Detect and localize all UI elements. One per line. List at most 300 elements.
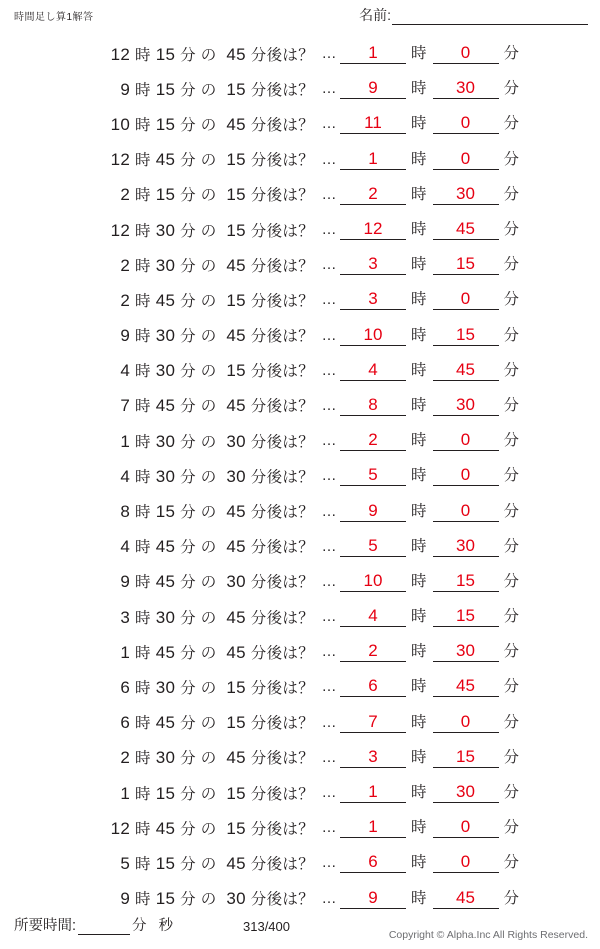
problem-row bbox=[0, 845, 600, 880]
problem-question bbox=[0, 817, 318, 839]
answer-minute-unit: 分 bbox=[503, 432, 520, 450]
question-after-text: 分後は？ bbox=[250, 820, 314, 838]
question-minute: 45 bbox=[155, 396, 176, 416]
ellipsis-separator: … bbox=[321, 467, 337, 485]
question-after-text: 分後は？ bbox=[250, 292, 314, 310]
answer-minute-unit: 分 bbox=[503, 326, 520, 344]
answer-hour-field[interactable]: 11 bbox=[340, 113, 406, 134]
answer-minute-field[interactable]: 30 bbox=[433, 641, 499, 662]
question-minute-unit: 分 bbox=[180, 116, 196, 134]
question-minute: 15 bbox=[155, 783, 176, 803]
answer-group bbox=[340, 782, 525, 803]
answer-hour-unit: 時 bbox=[411, 713, 427, 731]
answer-minute-unit: 分 bbox=[503, 608, 520, 626]
answer-hour-unit: 時 bbox=[411, 396, 427, 414]
answer-minute-unit: 分 bbox=[503, 115, 520, 133]
problem-row bbox=[0, 423, 600, 458]
answer-minute-unit: 分 bbox=[503, 185, 520, 203]
answer-hour-field[interactable]: 3 bbox=[340, 289, 406, 310]
problem-row bbox=[0, 212, 600, 247]
answer-hour-field[interactable]: 5 bbox=[340, 465, 406, 486]
question-hour: 2 bbox=[120, 255, 131, 275]
answer-hour-field[interactable]: 9 bbox=[340, 78, 406, 99]
question-particle: の bbox=[200, 433, 217, 451]
question-minute-unit: 分 bbox=[180, 715, 196, 733]
question-minute: 45 bbox=[155, 290, 176, 310]
question-particle: の bbox=[200, 187, 217, 205]
ellipsis-separator: … bbox=[321, 502, 337, 520]
answer-minute-field[interactable]: 30 bbox=[433, 782, 499, 803]
ellipsis-separator: … bbox=[321, 784, 337, 802]
answer-hour-unit: 時 bbox=[411, 784, 427, 802]
question-hour-unit: 時 bbox=[134, 679, 151, 697]
answer-hour-field[interactable]: 12 bbox=[340, 219, 406, 240]
answer-hour-field[interactable]: 1 bbox=[340, 43, 406, 64]
question-minute-unit: 分 bbox=[180, 891, 196, 909]
answer-minute-field[interactable]: 15 bbox=[433, 571, 499, 592]
answer-group bbox=[340, 536, 525, 557]
question-add-minutes: 15 bbox=[226, 677, 246, 697]
answer-minute-field[interactable]: 45 bbox=[433, 219, 499, 240]
question-after-text: 分後は？ bbox=[250, 398, 314, 416]
question-hour: 9 bbox=[120, 572, 131, 592]
answer-minute-unit: 分 bbox=[503, 572, 520, 590]
question-particle: の bbox=[200, 679, 217, 697]
problem-question bbox=[0, 359, 318, 381]
problem-row bbox=[0, 353, 600, 388]
answer-hour-unit: 時 bbox=[411, 889, 427, 907]
ellipsis-separator: … bbox=[321, 221, 337, 239]
problem-list bbox=[0, 36, 600, 916]
problem-row bbox=[0, 142, 600, 177]
question-minute-unit: 分 bbox=[180, 81, 196, 99]
problem-question bbox=[0, 430, 318, 452]
question-add-minutes: 15 bbox=[226, 290, 246, 310]
question-particle: の bbox=[200, 398, 217, 416]
problem-row bbox=[0, 247, 600, 282]
question-minute: 15 bbox=[155, 185, 176, 205]
problem-question bbox=[0, 782, 318, 804]
question-minute-unit: 分 bbox=[180, 468, 196, 486]
problem-row bbox=[0, 705, 600, 740]
answer-minute-field[interactable]: 0 bbox=[433, 430, 499, 451]
question-hour: 4 bbox=[120, 361, 131, 381]
answer-group bbox=[340, 184, 525, 205]
question-hour: 7 bbox=[120, 396, 131, 416]
problem-row bbox=[0, 318, 600, 353]
answer-hour-unit: 時 bbox=[411, 80, 427, 98]
ellipsis-separator: … bbox=[321, 150, 337, 168]
answer-minute-field[interactable]: 0 bbox=[433, 501, 499, 522]
problem-question bbox=[0, 113, 318, 135]
problem-question bbox=[0, 78, 318, 100]
question-hour: 4 bbox=[120, 466, 131, 486]
answer-hour-unit: 時 bbox=[411, 854, 427, 872]
ellipsis-separator: … bbox=[321, 537, 337, 555]
answer-hour-field[interactable]: 5 bbox=[340, 536, 406, 557]
question-particle: の bbox=[200, 785, 217, 803]
question-add-minutes: 15 bbox=[226, 220, 246, 240]
question-after-text: 分後は？ bbox=[250, 328, 314, 346]
problem-row bbox=[0, 177, 600, 212]
answer-hour-field[interactable]: 7 bbox=[340, 712, 406, 733]
problem-row bbox=[0, 71, 600, 106]
question-minute: 45 bbox=[155, 537, 176, 557]
ellipsis-separator: … bbox=[321, 643, 337, 661]
ellipsis-separator: … bbox=[321, 80, 337, 98]
question-after-text: 分後は？ bbox=[250, 785, 314, 803]
question-particle: の bbox=[200, 222, 217, 240]
ellipsis-separator: … bbox=[321, 572, 337, 590]
answer-hour-unit: 時 bbox=[411, 221, 427, 239]
answer-hour-unit: 時 bbox=[411, 150, 427, 168]
time-minutes-unit: 分 bbox=[132, 918, 147, 934]
question-minute-unit: 分 bbox=[180, 152, 196, 170]
question-particle: の bbox=[200, 504, 217, 522]
question-add-minutes: 15 bbox=[226, 79, 246, 99]
time-seconds-unit: 秒 bbox=[158, 918, 174, 934]
answer-group bbox=[340, 465, 525, 486]
question-particle: の bbox=[200, 820, 217, 838]
question-minute: 15 bbox=[155, 889, 176, 909]
time-minutes-line[interactable] bbox=[78, 918, 130, 935]
question-minute: 15 bbox=[155, 114, 176, 134]
answer-minute-unit: 分 bbox=[503, 361, 520, 379]
problem-question bbox=[0, 289, 318, 311]
answer-group bbox=[340, 712, 525, 733]
answer-minute-field[interactable]: 0 bbox=[433, 113, 499, 134]
answer-minute-field[interactable]: 0 bbox=[433, 852, 499, 873]
answer-group bbox=[340, 149, 525, 170]
problem-question bbox=[0, 324, 318, 346]
question-particle: の bbox=[200, 539, 217, 557]
answer-minute-field[interactable]: 0 bbox=[433, 149, 499, 170]
answer-group bbox=[340, 78, 525, 99]
answer-minute-field[interactable]: 0 bbox=[433, 712, 499, 733]
question-minute: 30 bbox=[155, 326, 176, 346]
question-minute: 15 bbox=[155, 502, 176, 522]
question-particle: の bbox=[200, 292, 217, 310]
question-minute-unit: 分 bbox=[180, 679, 196, 697]
name-input-line[interactable] bbox=[392, 7, 588, 25]
question-hour-unit: 時 bbox=[134, 855, 151, 873]
question-add-minutes: 45 bbox=[226, 607, 246, 627]
answer-minute-field[interactable]: 0 bbox=[433, 289, 499, 310]
question-add-minutes: 15 bbox=[226, 818, 246, 838]
question-hour-unit: 時 bbox=[134, 328, 151, 346]
answer-minute-field[interactable]: 45 bbox=[433, 360, 499, 381]
question-add-minutes: 45 bbox=[226, 255, 246, 275]
answer-hour-unit: 時 bbox=[411, 432, 427, 450]
question-add-minutes: 45 bbox=[226, 326, 246, 346]
answer-hour-field[interactable]: 3 bbox=[340, 747, 406, 768]
question-minute-unit: 分 bbox=[180, 328, 196, 346]
question-hour: 1 bbox=[120, 642, 131, 662]
answer-minute-field[interactable]: 30 bbox=[433, 536, 499, 557]
question-hour: 6 bbox=[120, 677, 131, 697]
question-after-text: 分後は？ bbox=[250, 679, 314, 697]
answer-minute-unit: 分 bbox=[503, 643, 520, 661]
answer-hour-field[interactable]: 6 bbox=[340, 852, 406, 873]
answer-hour-field[interactable]: 2 bbox=[340, 641, 406, 662]
answer-minute-unit: 分 bbox=[503, 678, 520, 696]
problem-question bbox=[0, 148, 318, 170]
problem-question bbox=[0, 219, 318, 241]
problem-row bbox=[0, 388, 600, 423]
answer-hour-field[interactable]: 10 bbox=[340, 571, 406, 592]
question-minute-unit: 分 bbox=[180, 257, 196, 275]
question-particle: の bbox=[200, 257, 217, 275]
answer-hour-field[interactable]: 6 bbox=[340, 676, 406, 697]
ellipsis-separator: … bbox=[321, 748, 337, 766]
page-title: 時間足し算1解答 bbox=[14, 12, 94, 23]
answer-minute-unit: 分 bbox=[503, 502, 520, 520]
question-after-text: 分後は？ bbox=[250, 222, 314, 240]
question-minute: 30 bbox=[155, 677, 176, 697]
question-hour-unit: 時 bbox=[134, 398, 151, 416]
question-hour: 2 bbox=[120, 290, 131, 310]
answer-group bbox=[340, 747, 525, 768]
question-hour-unit: 時 bbox=[134, 187, 151, 205]
question-minute-unit: 分 bbox=[180, 433, 196, 451]
question-after-text: 分後は？ bbox=[250, 363, 314, 381]
problem-row bbox=[0, 458, 600, 493]
question-hour-unit: 時 bbox=[134, 820, 151, 838]
question-hour: 12 bbox=[110, 150, 131, 170]
answer-minute-field[interactable]: 15 bbox=[433, 325, 499, 346]
answer-minute-unit: 分 bbox=[503, 256, 520, 274]
answer-minute-field[interactable]: 45 bbox=[433, 676, 499, 697]
question-particle: の bbox=[200, 715, 217, 733]
question-minute: 15 bbox=[155, 44, 176, 64]
question-minute: 45 bbox=[155, 642, 176, 662]
question-hour: 5 bbox=[120, 853, 131, 873]
ellipsis-separator: … bbox=[321, 396, 337, 414]
ellipsis-separator: … bbox=[321, 291, 337, 309]
problem-question bbox=[0, 852, 318, 874]
question-minute-unit: 分 bbox=[180, 504, 196, 522]
question-minute: 30 bbox=[155, 607, 176, 627]
answer-minute-field[interactable]: 15 bbox=[433, 747, 499, 768]
question-hour-unit: 時 bbox=[134, 609, 151, 627]
question-minute: 30 bbox=[155, 466, 176, 486]
question-minute: 30 bbox=[155, 431, 176, 451]
question-hour-unit: 時 bbox=[134, 46, 151, 64]
question-hour: 1 bbox=[120, 431, 131, 451]
question-minute-unit: 分 bbox=[180, 785, 196, 803]
answer-hour-field[interactable]: 4 bbox=[340, 360, 406, 381]
question-hour: 12 bbox=[110, 220, 131, 240]
question-hour-unit: 時 bbox=[134, 785, 151, 803]
name-area bbox=[359, 5, 588, 25]
question-minute: 15 bbox=[155, 853, 176, 873]
page-number: 313/400 bbox=[243, 919, 290, 934]
question-minute: 15 bbox=[155, 79, 176, 99]
question-minute-unit: 分 bbox=[180, 750, 196, 768]
answer-minute-field[interactable]: 45 bbox=[433, 888, 499, 909]
answer-hour-unit: 時 bbox=[411, 467, 427, 485]
answer-group bbox=[340, 676, 525, 697]
problem-question bbox=[0, 500, 318, 522]
question-minute-unit: 分 bbox=[180, 574, 196, 592]
question-hour: 1 bbox=[120, 783, 131, 803]
answer-minute-unit: 分 bbox=[503, 80, 520, 98]
question-hour-unit: 時 bbox=[134, 81, 151, 99]
answer-minute-field[interactable]: 15 bbox=[433, 606, 499, 627]
ellipsis-separator: … bbox=[321, 608, 337, 626]
answer-hour-unit: 時 bbox=[411, 502, 427, 520]
question-hour-unit: 時 bbox=[134, 504, 151, 522]
answer-hour-unit: 時 bbox=[411, 185, 427, 203]
answer-group bbox=[340, 254, 525, 275]
question-minute-unit: 分 bbox=[180, 539, 196, 557]
question-particle: の bbox=[200, 152, 217, 170]
answer-minute-field[interactable]: 30 bbox=[433, 184, 499, 205]
answer-hour-unit: 時 bbox=[411, 572, 427, 590]
answer-minute-unit: 分 bbox=[503, 221, 520, 239]
problem-row bbox=[0, 810, 600, 845]
page-footer bbox=[0, 903, 600, 949]
question-add-minutes: 45 bbox=[226, 114, 246, 134]
problem-row bbox=[0, 36, 600, 71]
ellipsis-separator: … bbox=[321, 326, 337, 344]
answer-group bbox=[340, 641, 525, 662]
answer-minute-field[interactable]: 30 bbox=[433, 395, 499, 416]
question-hour: 2 bbox=[120, 748, 131, 768]
answer-hour-field[interactable]: 9 bbox=[340, 501, 406, 522]
question-add-minutes: 15 bbox=[226, 185, 246, 205]
problem-question bbox=[0, 606, 318, 628]
ellipsis-separator: … bbox=[321, 361, 337, 379]
problem-question bbox=[0, 676, 318, 698]
problem-question bbox=[0, 570, 318, 592]
answer-hour-field[interactable]: 1 bbox=[340, 817, 406, 838]
answer-group bbox=[340, 289, 525, 310]
question-after-text: 分後は？ bbox=[250, 609, 314, 627]
answer-minute-unit: 分 bbox=[503, 467, 520, 485]
question-add-minutes: 30 bbox=[226, 572, 246, 592]
problem-row bbox=[0, 740, 600, 775]
question-add-minutes: 45 bbox=[226, 642, 246, 662]
answer-hour-field[interactable]: 8 bbox=[340, 395, 406, 416]
answer-hour-field[interactable]: 10 bbox=[340, 325, 406, 346]
question-after-text: 分後は？ bbox=[250, 644, 314, 662]
answer-hour-field[interactable]: 4 bbox=[340, 606, 406, 627]
question-after-text: 分後は？ bbox=[250, 574, 314, 592]
answer-hour-field[interactable]: 2 bbox=[340, 430, 406, 451]
answer-minute-unit: 分 bbox=[503, 819, 520, 837]
answer-hour-field[interactable]: 1 bbox=[340, 149, 406, 170]
problem-question bbox=[0, 43, 318, 65]
answer-group bbox=[340, 571, 525, 592]
answer-minute-unit: 分 bbox=[503, 784, 520, 802]
problem-row bbox=[0, 529, 600, 564]
question-particle: の bbox=[200, 81, 217, 99]
question-hour-unit: 時 bbox=[134, 891, 151, 909]
page-header bbox=[0, 0, 600, 34]
answer-minute-field[interactable]: 15 bbox=[433, 254, 499, 275]
question-minute-unit: 分 bbox=[180, 187, 196, 205]
problem-row bbox=[0, 282, 600, 317]
answer-group bbox=[340, 852, 525, 873]
question-minute-unit: 分 bbox=[180, 609, 196, 627]
question-minute-unit: 分 bbox=[180, 820, 196, 838]
ellipsis-separator: … bbox=[321, 256, 337, 274]
answer-minute-unit: 分 bbox=[503, 889, 520, 907]
question-hour-unit: 時 bbox=[134, 574, 151, 592]
ellipsis-separator: … bbox=[321, 432, 337, 450]
ellipsis-separator: … bbox=[321, 713, 337, 731]
question-add-minutes: 30 bbox=[226, 466, 246, 486]
problem-row bbox=[0, 564, 600, 599]
question-hour-unit: 時 bbox=[134, 644, 151, 662]
answer-group bbox=[340, 325, 525, 346]
question-minute-unit: 分 bbox=[180, 292, 196, 310]
question-minute: 45 bbox=[155, 818, 176, 838]
question-add-minutes: 45 bbox=[226, 44, 246, 64]
question-hour: 9 bbox=[120, 326, 131, 346]
answer-minute-unit: 分 bbox=[503, 713, 520, 731]
problem-row bbox=[0, 493, 600, 528]
answer-hour-field[interactable]: 3 bbox=[340, 254, 406, 275]
question-minute: 30 bbox=[155, 361, 176, 381]
question-particle: の bbox=[200, 574, 217, 592]
question-add-minutes: 30 bbox=[226, 431, 246, 451]
question-minute-unit: 分 bbox=[180, 222, 196, 240]
question-minute: 30 bbox=[155, 748, 176, 768]
question-add-minutes: 15 bbox=[226, 150, 246, 170]
answer-hour-field[interactable]: 1 bbox=[340, 782, 406, 803]
ellipsis-separator: … bbox=[321, 115, 337, 133]
question-hour: 8 bbox=[120, 502, 131, 522]
ellipsis-separator: … bbox=[321, 889, 337, 907]
question-hour: 2 bbox=[120, 185, 131, 205]
answer-minute-unit: 分 bbox=[503, 150, 520, 168]
question-minute-unit: 分 bbox=[180, 46, 196, 64]
answer-minute-unit: 分 bbox=[503, 854, 520, 872]
question-after-text: 分後は？ bbox=[250, 46, 314, 64]
answer-hour-unit: 時 bbox=[411, 45, 427, 63]
question-after-text: 分後は？ bbox=[250, 891, 314, 909]
question-hour: 12 bbox=[110, 44, 131, 64]
question-add-minutes: 30 bbox=[226, 889, 246, 909]
answer-minute-unit: 分 bbox=[503, 45, 520, 63]
answer-minute-field[interactable]: 0 bbox=[433, 43, 499, 64]
ellipsis-separator: … bbox=[321, 185, 337, 203]
question-particle: の bbox=[200, 609, 217, 627]
answer-minute-field[interactable]: 0 bbox=[433, 465, 499, 486]
answer-hour-unit: 時 bbox=[411, 115, 427, 133]
question-particle: の bbox=[200, 750, 217, 768]
answer-hour-unit: 時 bbox=[411, 361, 427, 379]
question-particle: の bbox=[200, 855, 217, 873]
answer-hour-field[interactable]: 2 bbox=[340, 184, 406, 205]
question-minute: 30 bbox=[155, 255, 176, 275]
answer-hour-unit: 時 bbox=[411, 291, 427, 309]
answer-group bbox=[340, 113, 525, 134]
problem-row bbox=[0, 599, 600, 634]
question-after-text: 分後は？ bbox=[250, 257, 314, 275]
answer-minute-field[interactable]: 0 bbox=[433, 817, 499, 838]
question-particle: の bbox=[200, 644, 217, 662]
question-particle: の bbox=[200, 328, 217, 346]
answer-hour-field[interactable]: 9 bbox=[340, 888, 406, 909]
answer-minute-field[interactable]: 30 bbox=[433, 78, 499, 99]
question-after-text: 分後は？ bbox=[250, 539, 314, 557]
answer-minute-unit: 分 bbox=[503, 748, 520, 766]
question-add-minutes: 15 bbox=[226, 713, 246, 733]
question-minute-unit: 分 bbox=[180, 644, 196, 662]
